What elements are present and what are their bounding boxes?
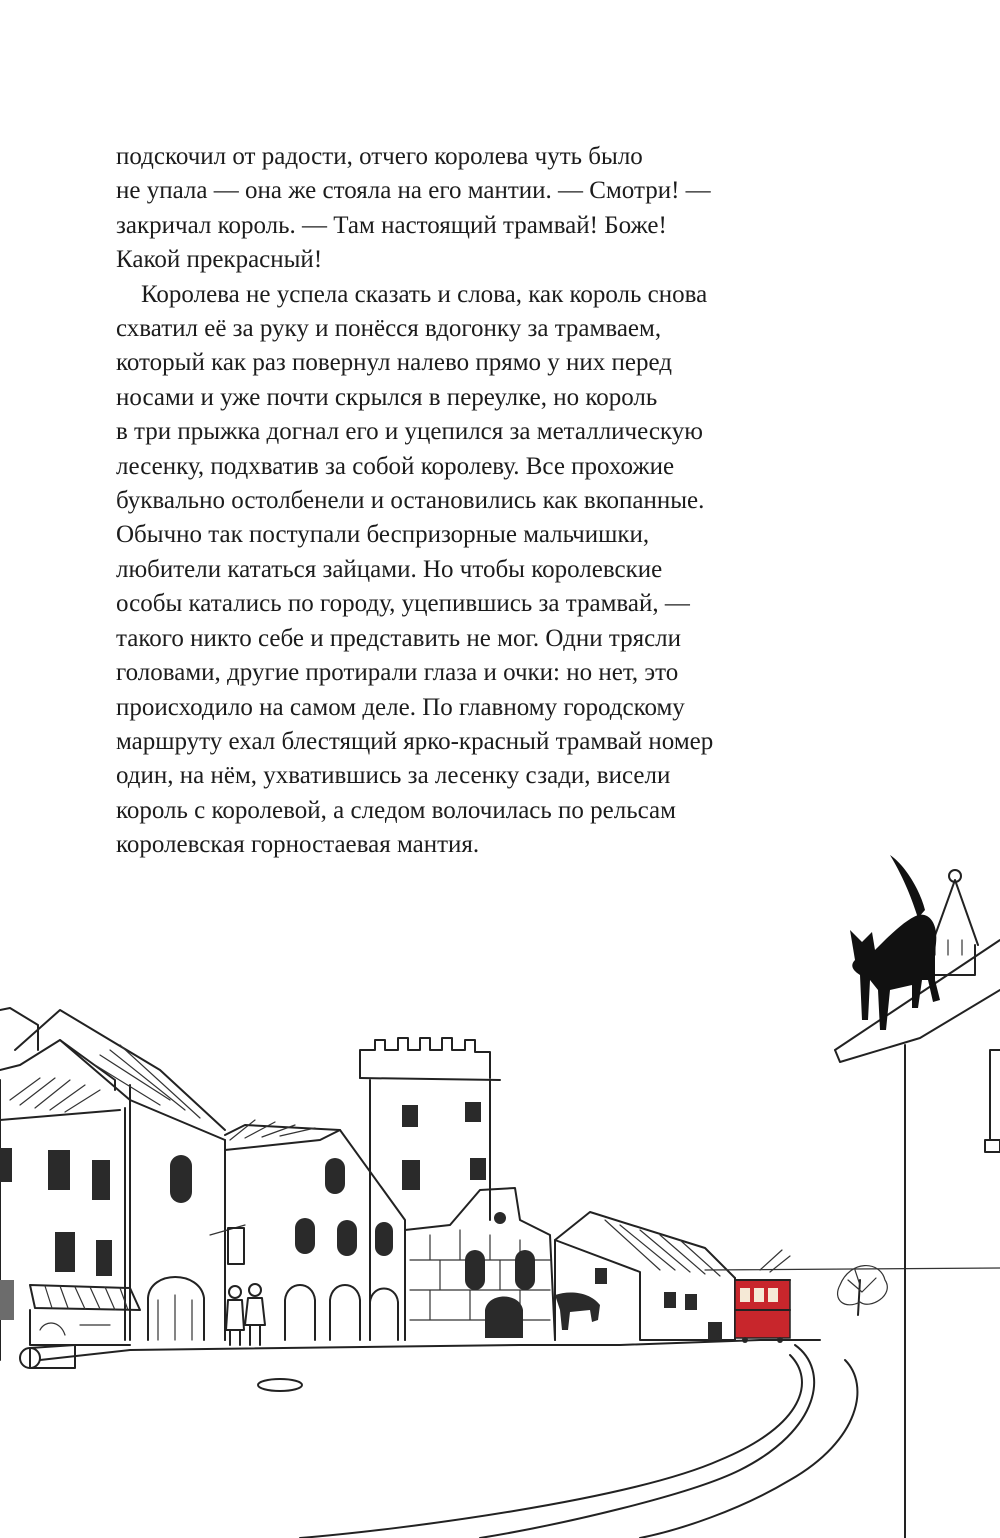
- text-line: Обычно так поступали беспризорные мальчишки,: [116, 521, 650, 549]
- text-line: любители кататься зайцами. Но чтобы королевские: [116, 555, 663, 583]
- street: [40, 1340, 857, 1538]
- text-line: подскочил от радости, отчего королева чуть было: [116, 143, 643, 170]
- text-line: головами, другие протирали глаза и очки: но нет, это: [116, 659, 679, 687]
- text-line: буквально остолбенели и остановились как вкопанные.: [116, 487, 705, 515]
- text-line: маршруту ехал блестящий ярко-красный трамвай номер: [116, 727, 714, 755]
- left-houses: [0, 1008, 140, 1368]
- text-line: закричал король. — Там настоящий трамвай! Боже!: [116, 211, 667, 239]
- text-line: Какой прекрасный!: [116, 246, 323, 274]
- text-line: такого никто себе и представить не мог. Одни трясли: [116, 624, 682, 652]
- small-tree: [838, 1266, 888, 1315]
- text-line: который как раз повернул налево прямо у них перед: [116, 349, 673, 377]
- text-line: Королева не успела сказать и слова, как король снова: [141, 280, 708, 308]
- text-line: носами и уже почти скрылся в переулке, но король: [116, 383, 658, 411]
- text-line: происходило на самом деле. По главному городскому: [116, 693, 685, 721]
- text-line: лесенку, подхватив за собой королеву. Все прохожие: [116, 452, 675, 480]
- text-line: схватил её за руку и понёсся вдогонку за трамваем,: [116, 315, 662, 343]
- castle-tower: [360, 1038, 555, 1340]
- story-text: [116, 140, 836, 863]
- text-line: не упала — она же стояла на его мантии. — Смотри! —: [116, 177, 711, 205]
- low-house: [555, 1212, 735, 1340]
- text-line: в три прыжка догнал его и уцепился за металлическую: [116, 418, 703, 446]
- text-line: особы катались по городу, уцепившись за трамвай, —: [116, 590, 690, 618]
- text-line: один, на нём, ухватившись за лесенку сзади, висели: [116, 762, 671, 790]
- arched-house: [210, 1120, 405, 1345]
- red-tram: [735, 1250, 790, 1343]
- black-cat: [850, 855, 940, 1030]
- text-line: королевская горностаевая мантия.: [116, 831, 480, 859]
- town-street-illustration: [0, 840, 1000, 1538]
- text-line: король с королевой, а следом волочилась по рельсам: [116, 796, 676, 824]
